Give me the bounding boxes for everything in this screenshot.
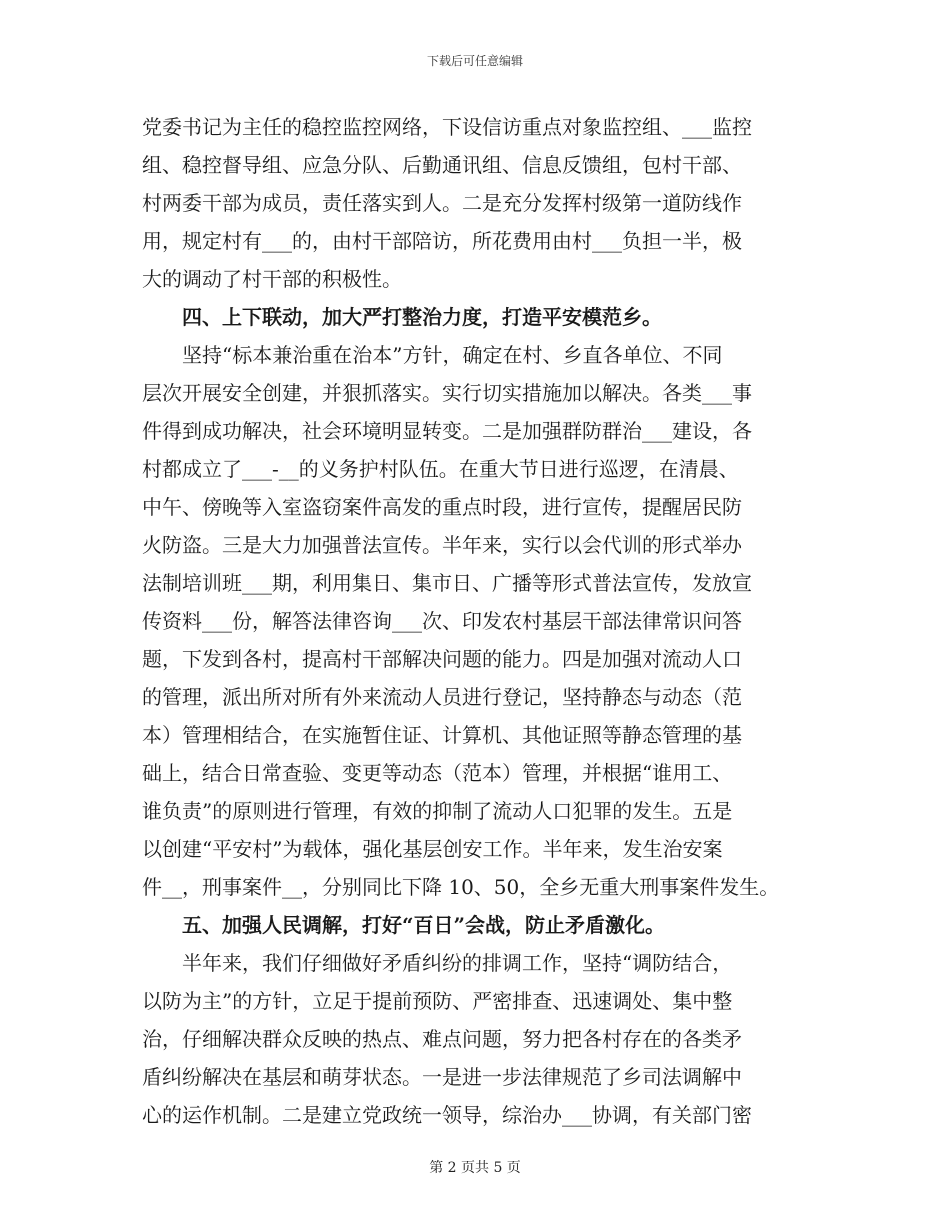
- body-text-line: 党委书记为主任的稳控监控网络，下设信访重点对象监控组、___监控: [142, 115, 752, 139]
- body-text-line: 础上，结合日常查验、变更等动态（范本）管理，并根据“谁用工、: [142, 761, 733, 785]
- body-text-line: 火防盗。三是大力加强普法宣传。半年来，实行以会代训的形式举办: [142, 533, 742, 557]
- body-text-line: 谁负责”的原则进行管理，有效的抑制了流动人口犯罪的发生。五是: [142, 799, 733, 823]
- body-text-line: 传资料___份，解答法律咨询___次、印发农村基层干部法律常识问答: [142, 609, 742, 633]
- section-heading: 五、加强人民调解，打好“百日”会战，防止矛盾激化。: [142, 913, 666, 937]
- body-text-line: 以防为主”的方针，立足于提前预防、严密排查、迅速调处、集中整: [142, 989, 733, 1013]
- page-header: 下载后可任意编辑: [426, 54, 523, 68]
- body-text-line: 本）管理相结合，在实施暂住证、计算机、其他证照等静态管理的基: [142, 723, 742, 747]
- page-footer: 第 2 页共 5 页: [429, 1160, 521, 1176]
- body-text-line: 盾纠纷解决在基层和萌芽状态。一是进一步法律规范了乡司法调解中: [142, 1065, 742, 1089]
- body-text-line: 村两委干部为成员，责任落实到人。二是充分发挥村级第一道防线作: [142, 191, 742, 215]
- body-text-line: 治，仔细解决群众反映的热点、难点问题，努力把各村存在的各类矛: [142, 1027, 742, 1051]
- body-text-line: 件得到成功解决，社会环境明显转变。二是加强群防群治___建设，各: [142, 419, 752, 443]
- body-text-line: 村都成立了___-__的义务护村队伍。在重大节日进行巡逻，在清晨、: [142, 457, 739, 481]
- body-text-line: 心的运作机制。二是建立党政统一领导，综治办___协调，有关部门密: [142, 1103, 752, 1127]
- body-text-line: 的管理，派出所对所有外来流动人员进行登记，坚持静态与动态（范: [142, 685, 742, 709]
- body-text-line: 用，规定村有___的，由村干部陪访，所花费用由村___负担一半，极: [142, 229, 742, 253]
- body-text-line: 大的调动了村干部的积极性。: [142, 267, 402, 291]
- body-text-line: 组、稳控督导组、应急分队、后勤通讯组、信息反馈组，包村干部、: [142, 153, 742, 177]
- body-text-line: 件__，刑事案件__，分别同比下降 10、50，全乡无重大刑事案件发生。: [142, 875, 780, 899]
- body-text-line: 题，下发到各村，提高村干部解决问题的能力。四是加强对流动人口: [142, 647, 742, 671]
- body-text-line: 法制培训班___期，利用集日、集市日、广播等形式普法宣传，发放宣: [142, 571, 752, 595]
- body-text-line: 以创建“平安村”为载体，强化基层创安工作。半年来，发生治安案: [142, 837, 723, 861]
- body-text-line: 坚持“标本兼治重在治本”方针，确定在村、乡直各单位、不同: [142, 343, 723, 367]
- body-text-line: 层次开展安全创建，并狠抓落实。实行切实措施加以解决。各类___事: [142, 381, 752, 405]
- body-text-line: 中午、傍晚等入室盗窃案件高发的重点时段，进行宣传，提醒居民防: [142, 495, 742, 519]
- document-body: [142, 108, 808, 1134]
- section-heading: 四、上下联动，加大严打整治力度，打造平安模范乡。: [142, 305, 662, 329]
- body-text-line: 半年来，我们仔细做好矛盾纠纷的排调工作，坚持“调防结合，: [142, 951, 733, 975]
